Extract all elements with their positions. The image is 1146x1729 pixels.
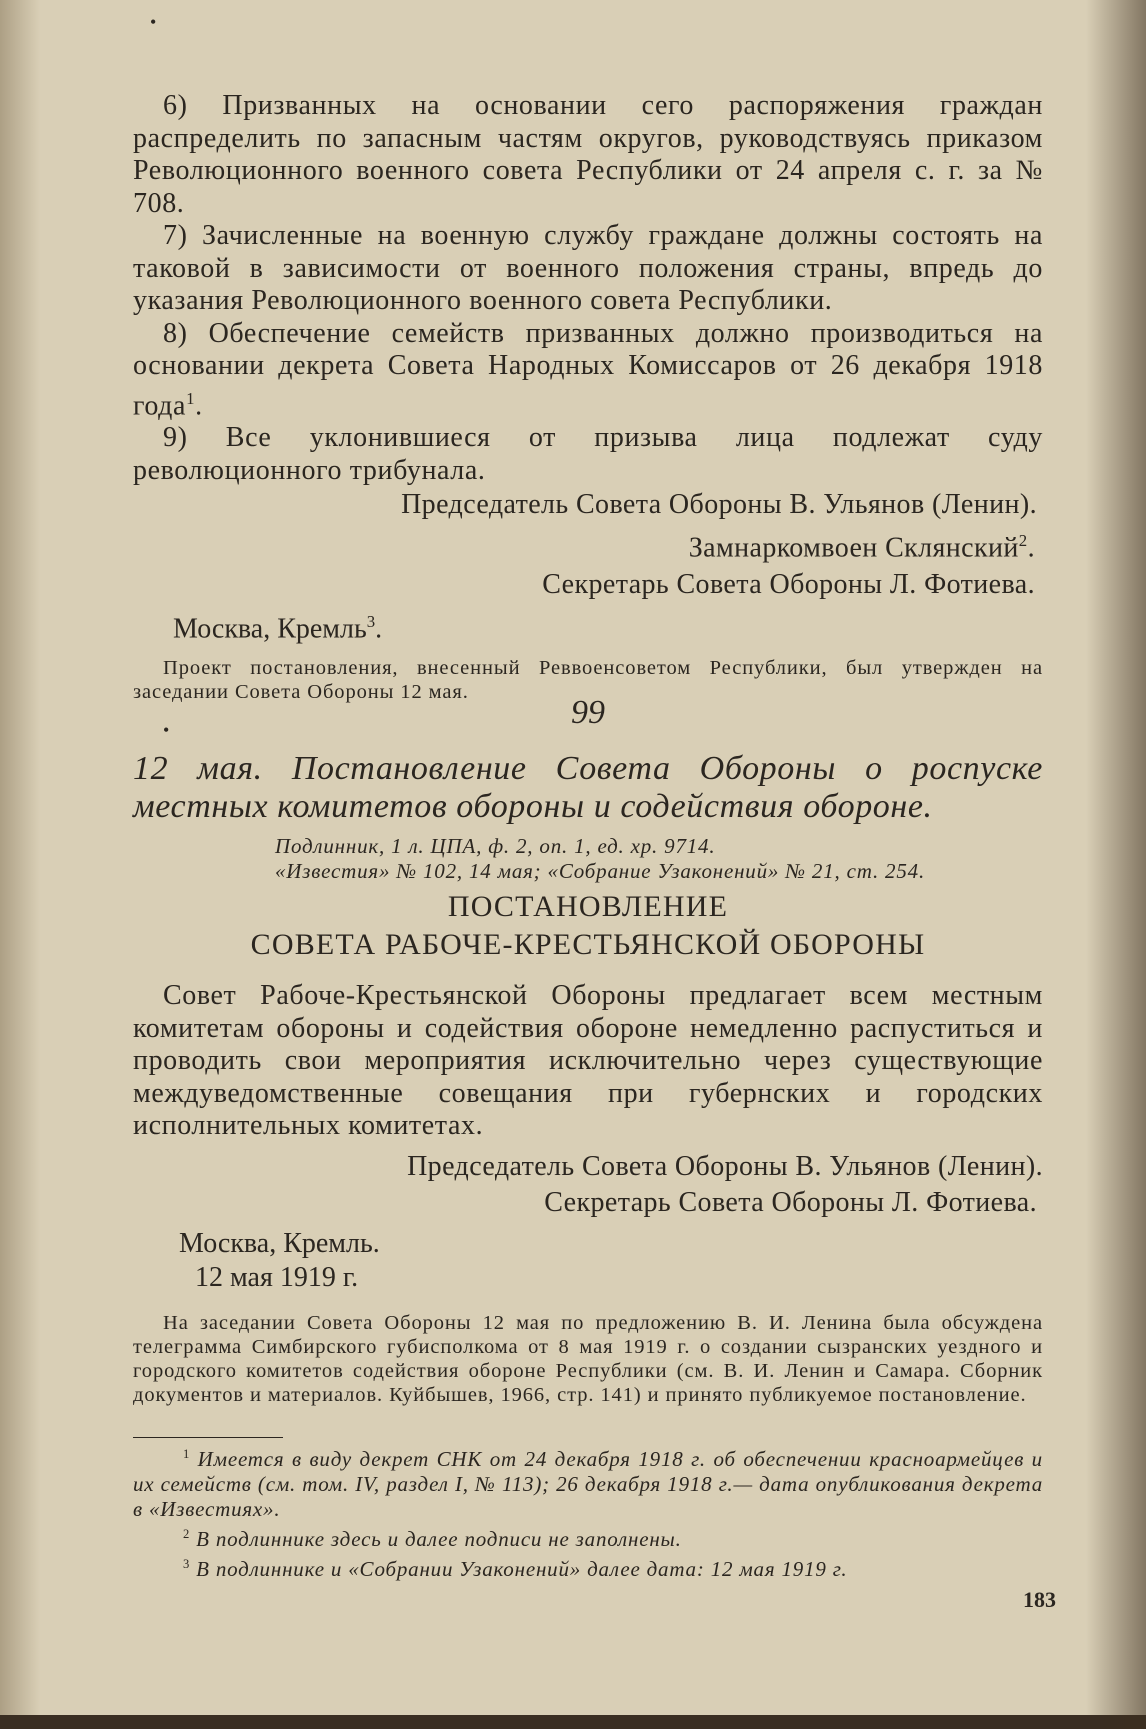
document-body: Совет Рабоче-Крестьянской Обороны предлагает всем местным комитетам обороны и содействия обороне немедленно распуститься и проводить свои мероприятия исключительно через существующие междуведомственные совещания при губернских и городских исполнительных комитетах. xyxy=(133,980,1043,1141)
document-number: 99 xyxy=(571,694,605,731)
paragraph-9: 9) Все уклонившиеся от призыва лица подлежат суду революционного трибунала. xyxy=(133,422,1043,486)
footnote-2-mark: 2 xyxy=(183,1527,191,1541)
footnotes xyxy=(133,1437,1043,1582)
signature-deputy-end: . xyxy=(1027,532,1035,564)
place-99: Москва, Кремль. xyxy=(179,1227,380,1259)
document-title-line2: СОВЕТА РАБОЧЕ-КРЕСТЬЯНСКОЙ ОБОРОНЫ xyxy=(250,928,926,961)
place-end: . xyxy=(375,612,383,644)
decree-tail xyxy=(133,90,1043,704)
speck-mark: • xyxy=(150,12,157,32)
signature-deputy xyxy=(133,523,1043,566)
paragraph-7: 7) Зачисленные на военную службу граждане должны состоять на таковой в зависимости от военного положения страны, впредь до указания Революционного военного совета Республики. xyxy=(133,220,1043,316)
date-99: 12 мая 1919 г. xyxy=(195,1261,359,1293)
signature-chairman: Председатель Совета Обороны В. Ульянов (Ленин). xyxy=(401,489,1037,521)
footnote-rule xyxy=(133,1437,283,1438)
footnote-3-mark: 3 xyxy=(183,1557,191,1571)
signature-secretary-99: Секретарь Совета Обороны Л. Фотиева. xyxy=(544,1186,1037,1218)
document-heading: 12 мая. Постановление Совета Обороны о роспуске местных комитетов обороны и содействия обороне. xyxy=(133,750,1043,825)
source-block xyxy=(133,834,1043,884)
signature-chairman-99: Председатель Совета Обороны В. Ульянов (Ленин). xyxy=(407,1150,1043,1182)
footnote-ref-3: 3 xyxy=(366,611,376,631)
footnote-3-text: В подлиннике и «Собрании Узаконений» далее дата: 12 мая 1919 г. xyxy=(196,1557,848,1581)
signature-deputy-text: Замнаркомвоен Склянский xyxy=(688,532,1019,564)
footnote-2-text: В подлиннике здесь и далее подписи не заполнены. xyxy=(196,1527,682,1551)
footnote-3 xyxy=(133,1552,1043,1582)
source-archive: Подлинник, 1 л. ЦПА, ф. 2, оп. 1, ед. хр. 9714. xyxy=(275,834,716,858)
footnote-1-text: Имеется в виду декрет СНК от 24 декабря 1918 г. об обеспечении красноармейцев и их семейств (см. том. IV, раздел I, № 113); 26 декабря 1918 г.— дата опубликования декрета в «Известиях». xyxy=(133,1447,1043,1521)
source-publications: «Известия» № 102, 14 мая; «Собрание Узаконений» № 21, ст. 254. xyxy=(275,859,925,883)
speck-mark: • xyxy=(163,720,170,740)
place-text: Москва, Кремль xyxy=(173,612,367,644)
page-bottom-edge xyxy=(0,1715,1146,1729)
paragraph-8-end: . xyxy=(195,389,203,421)
paragraph-8 xyxy=(133,318,1043,423)
document-title-line1: ПОСТАНОВЛЕНИЕ xyxy=(447,890,729,923)
paragraph-6: 6) Призванных на основании сего распоряжения граждан распределить по запасным частям округов, руководствуясь приказом Революционного военного совета Республики от 24 апреля с. г. за № 708. xyxy=(133,90,1043,219)
document-99 xyxy=(133,694,1043,1407)
paragraph-8-text: 8) Обеспечение семейств призванных должно производиться на основании декрета Совета Народных Комиссаров от 26 декабря 1918 года xyxy=(133,317,1043,421)
footnote-1-mark: 1 xyxy=(183,1447,191,1461)
footnote-1 xyxy=(133,1442,1043,1522)
editorial-note: Проект постановления, внесенный Реввоенсоветом Республики, был утвержден на заседании Совета Обороны 12 мая. xyxy=(133,656,1043,703)
footnote-ref-1: 1 xyxy=(186,388,196,408)
editorial-note-99: На заседании Совета Обороны 12 мая по предложению В. И. Ленина была обсуждена телеграмма Симбирского губисполкома от 8 мая 1919 г. о создании сызранских уездного и городского комитетов содействия обороне Республики (см. В. И. Ленин и Самара. Сборник документов и материалов. Куйбышев, 1966, стр. 141) и принято публикуемое постановление. xyxy=(133,1311,1043,1406)
footnote-2 xyxy=(133,1522,1043,1552)
signature-secretary: Секретарь Совета Обороны Л. Фотиева. xyxy=(542,568,1035,600)
footnote-ref-2: 2 xyxy=(1018,531,1028,551)
place-line xyxy=(133,605,1043,646)
page-number: 183 xyxy=(1023,1587,1056,1612)
